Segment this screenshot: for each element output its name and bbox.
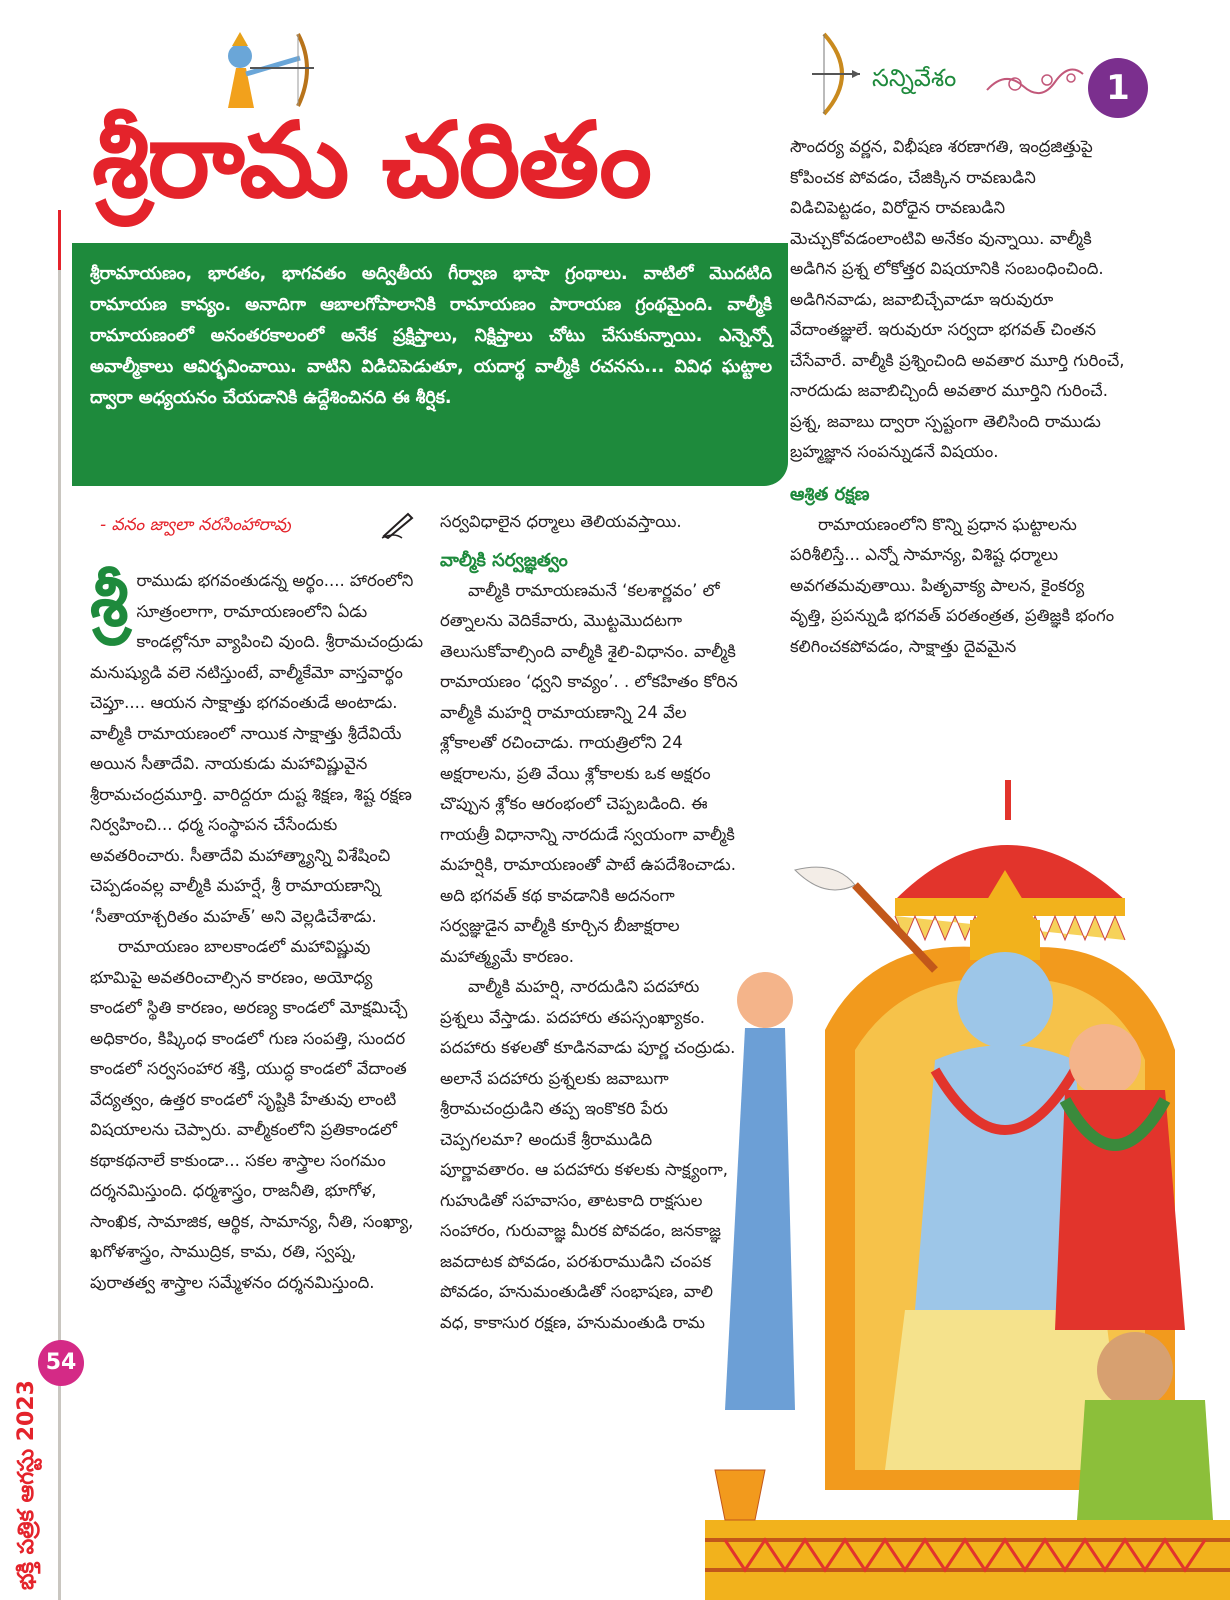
- paragraph: వాల్మీకి రామాయణమనే ‘కలశార్ణవం’ లో రత్నాలను వెదికేవారు, మొట్టమొదటగా తెలుసుకోవాల్సింది వాల్మీకి శైలి-విధానం. వాల్మీకి రామాయణం ‘ధ్వని కావ్యం’. . లోకహితం కోరిన వాల్మీకి మహర్షి రామాయణాన్ని 24 వేల శ్లోకాలతో రచించాడు. గాయత్రిలోని 24 అక్షరాలను, ప్రతి వేయి శ్లోకాలకు ఒక అక్షరం చొప్పున శ్లోకం ఆరంభంలో చెప్పబడింది. ఈ గాయత్రీ విధానాన్ని నారదుడే స్వయంగా వాల్మీకి మహర్షికి, రామాయణంతో పాటే ఉపదేశించాడు. అది భగవత్ కథ కావడానికి అదనంగా సర్వజ్ఞుడైన వాల్మీకి కూర్చిన బీజాక్షరాల మహాత్మ్యమే కారణం.: [440, 580, 738, 966]
- pen-icon: [380, 510, 416, 540]
- author-byline: - వనం జ్వాలా నరసింహారావు: [100, 515, 291, 535]
- section-heading: ఆశ్రిత రక్షణ: [790, 483, 870, 505]
- article-column-2: [440, 507, 740, 1338]
- paragraph: రాముడు భగవంతుడన్న అర్థం.... హారంలోని సూత్రంలాగా, రామాయణంలోని ఏడు కాండల్లోనూ వ్యాపించి వుంది. శ్రీరామచంద్రుడు మనుష్యుడి వలె నటిస్తుంటే, వాల్మీకేమో వాస్తవార్థం చెప్తూ.... ఆయన సాక్షాత్తు భగవంతుడే అంటాడు. వాల్మీకి రామాయణంలో నాయిక సాక్షాత్తు శ్రీదేవియే అయిన సీతాదేవి. నాయకుడు మహావిష్ణువైన శ్రీరామచంద్రమూర్తి. వారిద్దరూ దుష్ట శిక్షణ, శిష్ట రక్షణ నిర్వహించి... ధర్మ సంస్థాపన చేసేందుకు అవతరించారు. సీతాదేవి మహాత్మ్యాన్ని విశేషించి చెప్పడంవల్ల వాల్మీకి మహర్షే, శ్రీ రామాయణాన్ని ‘సీతాయాశ్చరితం మహత్’ అని వెల్లడిచేశాడు.: [90, 571, 424, 926]
- left-margin-rule: [58, 210, 61, 1600]
- article-column-1: [90, 560, 425, 1298]
- page-title: శ్రీరామ చరితం: [92, 99, 651, 221]
- paragraph: సౌందర్య వర్ణన, విభీషణ శరణాగతి, ఇంద్రజిత్తుపై కోపించక పోవడం, చేజిక్కిన రావణుడిని విడిచిపెట్టడం, విరోధైన రావణుడిని మెచ్చుకోవడంలాంటివి అనేకం వున్నాయి. వాల్మీకి అడిగిన ప్రశ్న లోకోత్తర విషయానికి సంబంధించింది. అడిగినవాడు, జవాబిచ్చేవాడూ ఇరువురూ వేదాంతజ్ఞులే. ఇరువురూ సర్వదా భగవత్ చింతన చేసేవారే. వాల్మీకి ప్రశ్నించింది అవతార మూర్తి గురించే, నారదుడు జవాబిచ్చిందీ అవతార మూర్తిని గురించే. ప్రశ్న, జవాబు ద్వారా స్పష్టంగా తెలిసింది రాముడు బ్రహ్మజ్ఞాన సంపన్నుడనే విషయం.: [790, 137, 1125, 461]
- paragraph: వాల్మీకి మహర్షి, నారదుడిని పదహారు ప్రశ్నలు వేస్తాడు. పదహారు తపస్సంఖ్యాకం. పదహారు కళలతో కూడినవాడు పూర్ణ చంద్రుడు. అలానే పదహారు ప్రశ్నలకు జవాబుగా శ్రీరామచంద్రుడిని తప్ప ఇంకొకరి పేరు చెప్పగలమా? అందుకే శ్రీరాముడిది పూర్ణావతారం. ఆ పదహారు కళలకు సాక్ష్యంగా, గుహుడితో సహవాసం, తాటకాది రాక్షసుల సంహారం, గురువాజ్ఞ మీరక పోవడం, జనకాజ్ఞ జవదాటక పోవడం, పరశురాముడిని చంపక పోవడం, హనుమంతుడితో సంభాషణ, వాలి వధ, కాకాసుర రక్షణ, హనుమంతుడి రామ: [440, 977, 736, 1332]
- issue-text: భక్తి పత్రిక ఆగస్టు 2023: [14, 1380, 39, 1590]
- paragraph: రామాయణం బాలకాండలో మహావిష్ణువు భూమిపై అవతరించాల్సిన కారణం, అయోధ్య కాండలో స్థితి కారణం, అరణ్య కాండలో మోక్షమిచ్చే అధికారం, కిష్కింధ కాండలో గుణ సంపత్తి, సుందర కాండలో సర్వసంహార శక్తి, యుద్ధ కాండలో వేదాంత వేద్యత్వం, ఉత్తర కాండలో సృష్టికి హేతువు లాంటి విషయాలను చెప్పారు. వాల్మీకంలోని ప్రతికాండలో కథాకథనాలే కాకుండా... సకల శాస్త్రాల సంగమం దర్శనమిస్తుంది. ధర్మశాస్త్రం, రాజనీతి, భూగోళ, సాంఖిక, సామాజిక, ఆర్థిక, సామాన్య, నీతి, సంఖ్యా, ఖగోళశాస్త్రం, సాముద్రిక, కామ, రతి, స్వప్న, పురాతత్వ శాస్త్రాల సమ్మేళనం దర్శనమిస్తుంది.: [90, 937, 414, 1292]
- bow-arrow-icon: [808, 30, 862, 118]
- drop-cap: శ్రీ: [90, 560, 129, 642]
- section-label: సన్నివేశం: [872, 64, 957, 92]
- intro-text: శ్రీరామాయణం, భారతం, భాగవతం అద్వితీయ గీర్వాణ భాషా గ్రంథాలు. వాటిలో మొదటిది రామాయణ కావ్యం. అనాదిగా ఆబాలగోపాలానికి రామాయణం పారాయణ గ్రంథమైంది. వాల్మీకి రామాయణంలో అనంతరకాలంలో అనేక ప్రక్షిప్తాలు, నిక్షిప్తాలు చోటు చేసుకున్నాయి. ఎన్నెన్నో అవాల్మీకాలు ఆవిర్భవించాయి. వాటిని విడిచిపెడుతూ, యదార్థ వాల్మీకి రచనను... వివిధ ఘట్టాల ద్వారా అధ్యయనం చేయడానికి ఉద్దేశించినది ఈ శీర్షిక.: [90, 264, 772, 408]
- paragraph: రామాయణంలోని కొన్ని ప్రధాన ఘట్టాలను పరిశీలిస్తే... ఎన్నో సామాన్య, విశిష్ట ధర్మాలు అవగతమవుతాయి. పితృవాక్య పాలన, కైంకర్య వృత్తి, ప్రపన్నుడి భగవత్ పరతంత్రత, ప్రతిజ్ఞకి భంగం కలిగించకపోవడం, సాక్షాత్తు దైవమైన: [790, 514, 1115, 656]
- section-number-badge: 1: [1088, 58, 1148, 118]
- section-heading: వాల్మీకి సర్వజ్ఞత్వం: [440, 549, 568, 571]
- paragraph: సర్వవిధాలైన ధర్మాలు తెలియవస్తాయి.: [440, 512, 682, 531]
- intro-box: [72, 243, 788, 486]
- rama-sita-illustration: [705, 770, 1230, 1600]
- flourish-ornament-icon: [985, 60, 1085, 102]
- left-margin-accent: [58, 210, 61, 270]
- article-column-3: [790, 132, 1125, 662]
- page-number-badge: 54: [38, 1340, 84, 1386]
